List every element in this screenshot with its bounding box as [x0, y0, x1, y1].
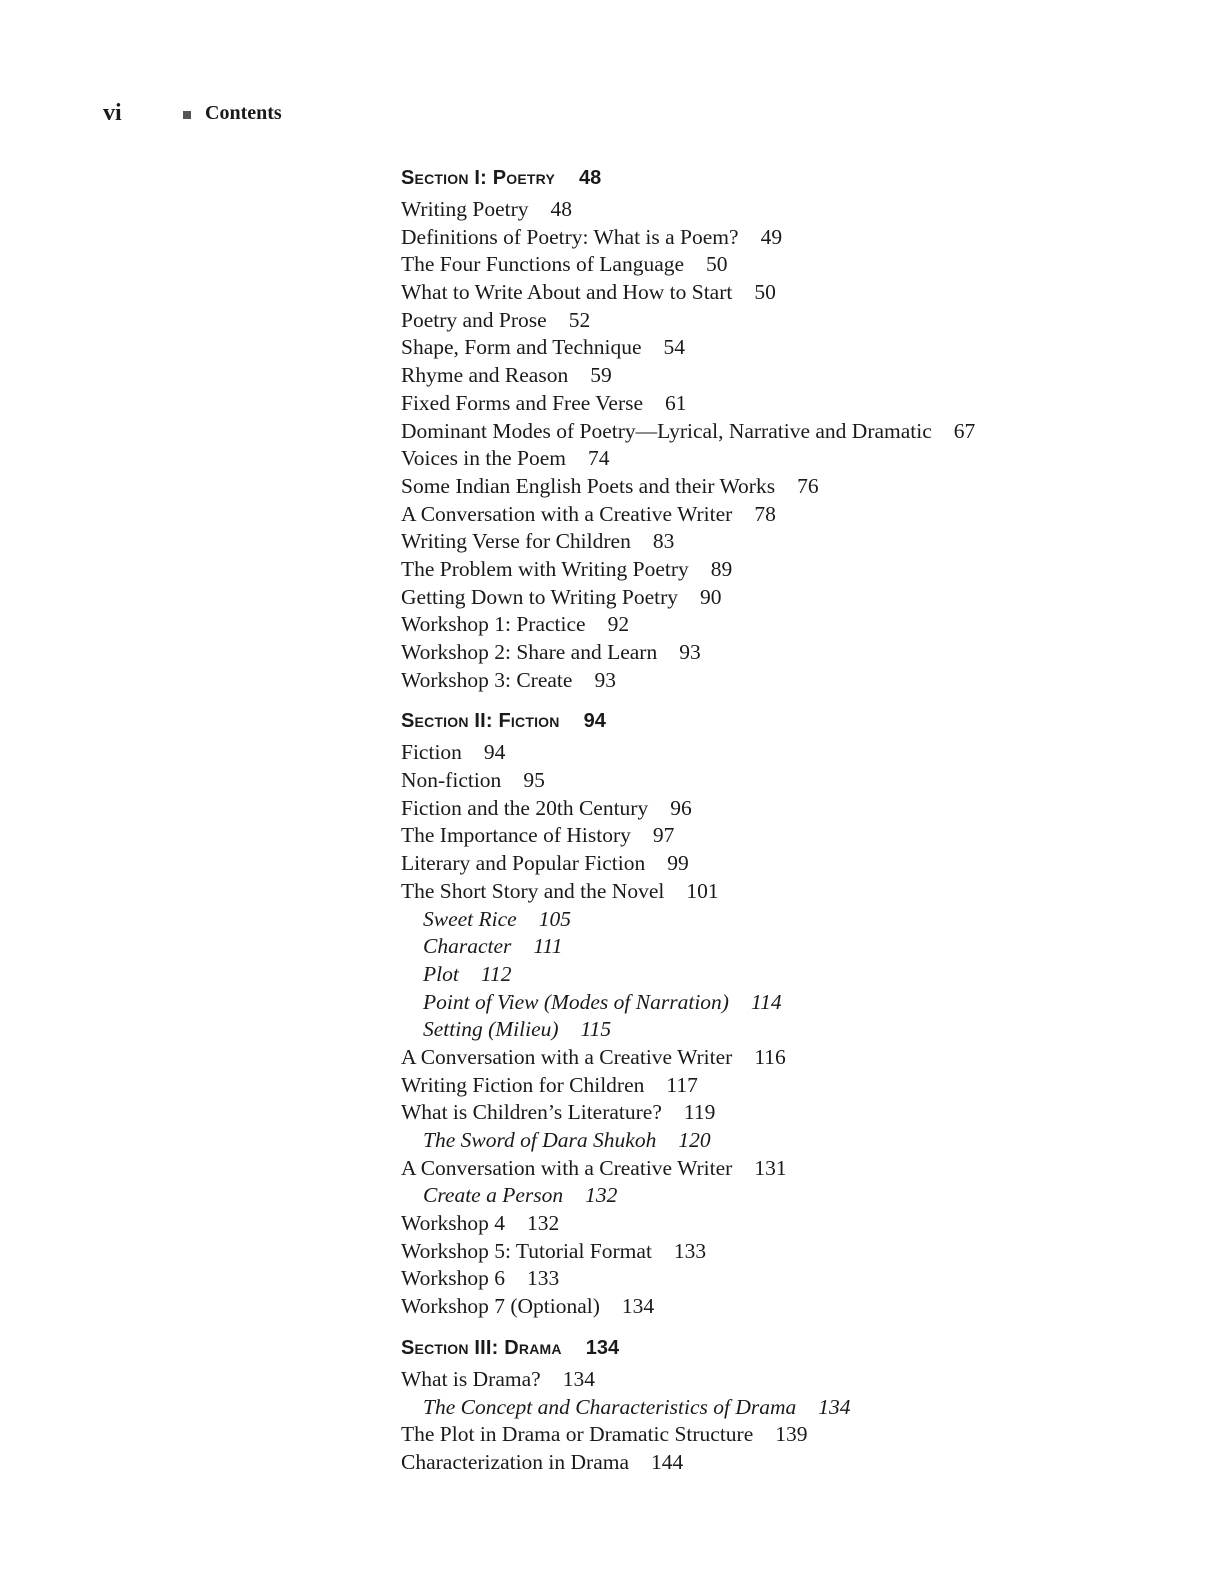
entry-page-number: 74	[588, 446, 610, 471]
entry-page-number: 48	[550, 197, 573, 221]
entry-page-number: 49	[760, 224, 783, 249]
entry-title: Create a Person	[423, 1183, 564, 1208]
entry-title: Writing Poetry	[401, 197, 529, 221]
toc-entry	[401, 822, 1161, 850]
entry-title: Plot	[423, 961, 459, 986]
entry-page-number: 99	[667, 851, 689, 876]
section-title: Section III: Drama	[401, 1336, 562, 1359]
entry-title: The Importance of History	[401, 823, 631, 848]
entry-title: Workshop 2: Share and Learn	[401, 640, 658, 664]
entry-page-number: 139	[775, 1422, 808, 1447]
entry-page-number: 95	[523, 768, 545, 793]
entry-page-number: 120	[678, 1128, 711, 1152]
toc-entry	[401, 1044, 1161, 1072]
entry-title: Workshop 4	[401, 1211, 505, 1236]
toc-entry	[401, 528, 1161, 556]
toc-entry	[401, 667, 1161, 695]
toc-entry	[401, 473, 1161, 501]
toc-entry	[401, 1072, 1161, 1100]
toc-entry	[401, 1293, 1161, 1321]
section-gap	[401, 1321, 1161, 1330]
entry-page-number: 134	[621, 1294, 655, 1319]
entry-title: Literary and Popular Fiction	[401, 851, 646, 876]
entry-page-number: 50	[754, 280, 776, 305]
entry-title: Definitions of Poetry: What is a Poem?	[401, 224, 739, 249]
entry-page-number: 59	[590, 363, 612, 388]
toc-subentry	[401, 1394, 1161, 1422]
entry-page-number: 93	[679, 640, 701, 664]
toc-entry	[401, 390, 1161, 418]
entry-title: Voices in the Poem	[401, 446, 567, 471]
toc-entry	[401, 196, 1161, 224]
entry-page-number: 89	[710, 556, 733, 581]
entry-title: Point of View (Modes of Narration)	[423, 989, 729, 1014]
entry-title: What is Drama?	[401, 1366, 541, 1391]
entry-page-number: 101	[686, 878, 719, 903]
toc-subentry	[401, 961, 1161, 989]
entry-title: The Concept and Characteristics of Drama	[423, 1394, 797, 1419]
entry-page-number: 54	[663, 335, 686, 360]
page-folio: vi	[103, 100, 122, 126]
entry-title: Fiction	[401, 740, 462, 765]
entry-title: Setting (Milieu)	[423, 1017, 559, 1042]
section-page-number: 48	[579, 167, 602, 189]
entry-page-number: 90	[700, 584, 722, 609]
entry-page-number: 92	[607, 612, 630, 637]
toc-entry	[401, 795, 1161, 823]
entry-page-number: 131	[754, 1155, 787, 1180]
toc-entry	[401, 1210, 1161, 1238]
entry-title: Poetry and Prose	[401, 307, 547, 332]
entry-title: The Four Functions of Language	[401, 252, 685, 277]
section-title: Section II: Fiction	[401, 710, 560, 733]
entry-title: The Sword of Dara Shukoh	[423, 1128, 657, 1152]
entry-page-number: 133	[526, 1266, 560, 1291]
entry-page-number: 119	[683, 1100, 716, 1125]
toc-entry	[401, 1099, 1161, 1127]
entry-page-number: 94	[483, 740, 506, 765]
entry-page-number: 83	[652, 529, 675, 554]
entry-title: The Problem with Writing Poetry	[401, 556, 689, 581]
entry-page-number: 115	[580, 1017, 612, 1042]
entry-page-number: 76	[797, 473, 819, 498]
entry-title: Shape, Form and Technique	[401, 335, 642, 360]
toc-entry	[401, 362, 1161, 390]
entry-title: What to Write About and How to Start	[401, 280, 733, 305]
entry-title: Rhyme and Reason	[401, 363, 569, 388]
entry-title: Character	[423, 934, 512, 959]
entry-title: Writing Verse for Children	[401, 529, 631, 554]
entry-title: Workshop 6	[401, 1266, 505, 1291]
entry-page-number: 67	[953, 418, 976, 443]
entry-title: Characterization in Drama	[401, 1449, 630, 1474]
toc-subentry	[401, 906, 1161, 934]
toc-entry	[401, 279, 1161, 307]
toc-entry	[401, 739, 1161, 767]
entry-page-number: 144	[651, 1449, 684, 1474]
entry-page-number: 96	[670, 795, 692, 820]
toc-entry	[401, 307, 1161, 335]
toc-subentry	[401, 989, 1161, 1017]
running-head	[103, 100, 282, 127]
entry-page-number: 134	[562, 1366, 595, 1391]
entry-page-number: 52	[568, 307, 591, 332]
entry-title: Workshop 3: Create	[401, 667, 573, 692]
entry-page-number: 61	[665, 390, 687, 415]
toc-entry	[401, 1366, 1161, 1394]
entry-page-number: 111	[533, 934, 563, 959]
toc-subentry	[401, 1016, 1161, 1044]
entry-title: Workshop 5: Tutorial Format	[401, 1238, 652, 1263]
section-gap	[401, 694, 1161, 703]
toc-entry	[401, 878, 1161, 906]
entry-title: Fiction and the 20th Century	[401, 795, 649, 820]
entry-page-number: 105	[538, 906, 571, 931]
entry-page-number: 132	[526, 1211, 560, 1236]
entry-page-number: 133	[673, 1238, 707, 1263]
toc-entry	[401, 850, 1161, 878]
toc-subentry	[401, 1127, 1161, 1155]
entry-page-number: 78	[754, 501, 776, 526]
entry-page-number: 134	[818, 1394, 851, 1419]
entry-title: A Conversation with a Creative Writer	[401, 1044, 733, 1069]
entry-title: The Short Story and the Novel	[401, 878, 665, 903]
toc-entry	[401, 224, 1161, 252]
entry-page-number: 93	[594, 667, 616, 692]
section-heading	[401, 1330, 1161, 1366]
toc-entry	[401, 584, 1161, 612]
entry-page-number: 116	[754, 1044, 786, 1069]
section-title: Section I: Poetry	[401, 167, 556, 189]
entry-page-number: 112	[480, 961, 512, 986]
entry-page-number: 97	[652, 823, 675, 848]
entry-page-number: 117	[666, 1072, 698, 1097]
toc-entry	[401, 767, 1161, 795]
entry-title: Getting Down to Writing Poetry	[401, 584, 679, 609]
entry-title: What is Children’s Literature?	[401, 1100, 662, 1125]
toc-entry	[401, 445, 1161, 473]
entry-title: Some Indian English Poets and their Works	[401, 473, 776, 498]
toc-entry	[401, 334, 1161, 362]
section-page-number: 134	[585, 1336, 620, 1359]
entry-title: Workshop 7 (Optional)	[401, 1294, 600, 1319]
section-heading	[401, 703, 1161, 739]
running-title: Contents	[205, 102, 282, 124]
section-heading	[401, 160, 1161, 196]
toc-entry	[401, 1238, 1161, 1266]
toc-entry	[401, 1155, 1161, 1183]
entry-title: Non-fiction	[401, 768, 502, 793]
entry-page-number: 114	[750, 989, 782, 1014]
square-bullet-icon	[183, 111, 191, 119]
toc-entry	[401, 556, 1161, 584]
toc-subentry	[401, 933, 1161, 961]
toc-entry	[401, 611, 1161, 639]
entry-title: Sweet Rice	[423, 906, 517, 931]
entry-title: A Conversation with a Creative Writer	[401, 1155, 733, 1180]
entry-title: Workshop 1: Practice	[401, 612, 586, 637]
section-page-number: 94	[583, 710, 606, 733]
entry-page-number: 50	[706, 252, 728, 277]
toc-entry	[401, 501, 1161, 529]
toc-entry	[401, 1449, 1161, 1477]
toc-entry	[401, 639, 1161, 667]
toc-entry	[401, 251, 1161, 279]
toc-entry	[401, 418, 1161, 446]
entry-title: Writing Fiction for Children	[401, 1072, 645, 1097]
entry-page-number: 132	[585, 1183, 618, 1208]
table-of-contents	[401, 160, 1161, 1477]
toc-entry	[401, 1421, 1161, 1449]
entry-title: Fixed Forms and Free Verse	[401, 390, 644, 415]
toc-entry	[401, 1265, 1161, 1293]
toc-subentry	[401, 1182, 1161, 1210]
entry-title: Dominant Modes of Poetry—Lyrical, Narrative and Dramatic	[401, 418, 932, 443]
entry-title: A Conversation with a Creative Writer	[401, 501, 733, 526]
entry-title: The Plot in Drama or Dramatic Structure	[401, 1422, 754, 1447]
